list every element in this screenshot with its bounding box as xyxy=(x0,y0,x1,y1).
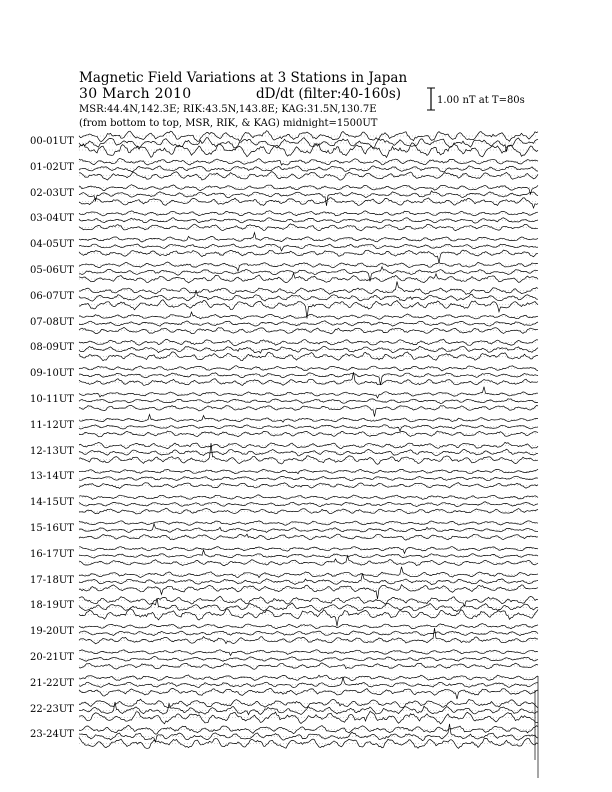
station-trace xyxy=(79,521,538,526)
station-trace xyxy=(79,495,538,500)
station-trace xyxy=(79,282,538,295)
station-trace xyxy=(79,524,538,533)
hour-label: 11-12UT xyxy=(30,419,74,431)
station-trace xyxy=(79,312,538,319)
station-trace xyxy=(79,631,538,636)
parameter-label: dD/dt (filter:40-160s) xyxy=(256,86,402,102)
station-trace xyxy=(79,373,538,385)
station-trace xyxy=(79,405,538,416)
station-trace xyxy=(79,689,538,700)
hour-label: 16-17UT xyxy=(30,548,74,560)
station-trace xyxy=(79,185,538,195)
hour-label: 14-15UT xyxy=(30,497,74,509)
station-trace xyxy=(79,159,538,166)
chart-title: Magnetic Field Variations at 3 Stations in Japan xyxy=(79,70,408,86)
hour-label: 06-07UT xyxy=(30,290,74,302)
hour-label: 19-20UT xyxy=(30,626,74,638)
hour-label: 10-11UT xyxy=(30,394,74,405)
hour-label: 08-09UT xyxy=(30,342,74,354)
station-trace xyxy=(79,596,538,606)
station-trace xyxy=(79,725,538,734)
station-trace xyxy=(79,476,538,480)
station-trace xyxy=(79,550,538,558)
station-trace xyxy=(79,567,538,578)
station-trace xyxy=(79,244,538,251)
hour-label: 17-18UT xyxy=(30,574,74,586)
station-trace xyxy=(79,346,538,353)
station-trace xyxy=(79,414,538,422)
hour-label: 05-06UT xyxy=(30,265,74,276)
hour-label: 18-19UT xyxy=(30,600,74,612)
station-trace xyxy=(79,547,538,554)
station-trace xyxy=(79,628,538,644)
station-trace xyxy=(79,262,538,271)
hour-label: 12-13UT xyxy=(30,445,74,457)
station-trace xyxy=(79,250,538,263)
hour-label: 04-05UT xyxy=(30,239,74,251)
station-trace xyxy=(79,372,538,385)
hour-label: 21-22UT xyxy=(30,677,74,689)
hour-label: 00-01UT xyxy=(30,136,74,147)
station-trace xyxy=(79,534,538,540)
hour-label: 15-16UT xyxy=(30,523,74,534)
hour-label: 20-21UT xyxy=(30,652,74,663)
station-trace xyxy=(79,585,538,600)
hour-label: 13-14UT xyxy=(30,471,74,483)
station-trace xyxy=(79,218,538,223)
hour-label: 09-10UT xyxy=(30,368,74,380)
station-trace xyxy=(79,609,538,626)
hour-label: 22-23UT xyxy=(30,703,74,715)
hour-label: 03-04UT xyxy=(30,213,74,225)
station-trace xyxy=(79,233,538,243)
station-coordinates: MSR:44.4N,142.3E; RIK:43.5N,143.8E; KAG:31.5N,130.7E xyxy=(79,104,377,115)
trace-group xyxy=(79,131,538,778)
hour-label: 02-03UT xyxy=(30,187,74,199)
date-label: 30 March 2010 xyxy=(79,86,192,102)
hour-label: 23-24UT xyxy=(30,729,74,741)
station-trace xyxy=(79,143,538,158)
hour-label: 07-08UT xyxy=(30,316,74,328)
station-trace xyxy=(79,573,538,584)
station-trace xyxy=(79,273,538,283)
station-order-note: (from bottom to top, MSR, RIK, & KAG) midnight=1500UT xyxy=(79,118,378,129)
station-trace xyxy=(79,198,538,208)
station-trace xyxy=(79,650,538,656)
scale-label: 1.00 nT at T=80s xyxy=(437,95,525,106)
station-trace xyxy=(79,387,538,398)
station-trace xyxy=(79,425,538,431)
station-trace xyxy=(79,138,538,152)
station-trace xyxy=(79,724,538,742)
hour-label: 01-02UT xyxy=(30,161,74,173)
